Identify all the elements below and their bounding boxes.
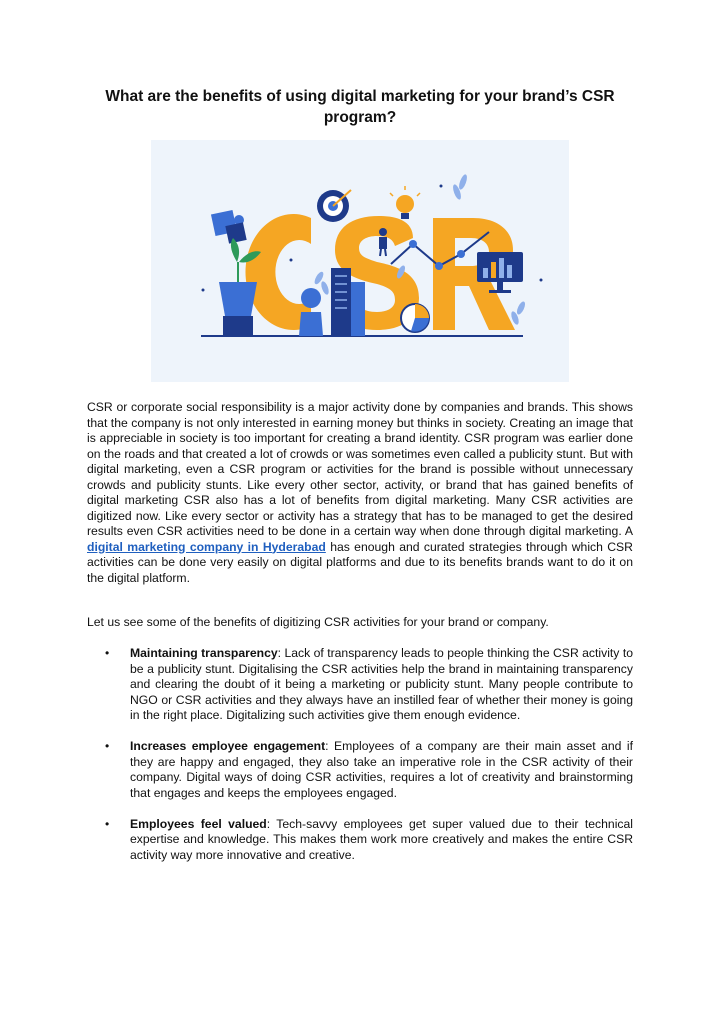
bullet-text: : Lack of transparency leads to people thinking the CSR activity to be a publicity stunt. Digitalising the CSR activities help the brand in maintaining transparency and clearing the doubt of it being a marketing or publicity stunt. Many people contribute to NGO or CSR activities and they always have an instilled fear of whether their money is going in the right place. Digitalizing such activities give them enough evidence. [130, 646, 633, 722]
benefits-list [87, 646, 633, 879]
bullet-icon: • [105, 816, 110, 831]
pie-chart-icon [401, 304, 429, 332]
intro-paragraph [87, 400, 633, 586]
digital-marketing-company-link[interactable]: digital marketing company in Hyderabad [87, 539, 326, 554]
bullet-heading: Employees feel valued [130, 816, 267, 831]
target-icon [317, 190, 351, 222]
puzzle-icon [211, 210, 247, 244]
csr-illustration-graphic [151, 140, 569, 382]
bullet-heading: Increases employee engagement [130, 739, 326, 753]
bullet-icon: • [105, 646, 110, 660]
intro-text-before-link: CSR or corporate social responsibility is a major activity done by companies and brands. This shows that the company is not only interested in earning money but thinks in society. Creating an image that is appreciable in society is too important for creating a brand identity. CSR program was earlier done on the roads and that created a lot of crowds or was sometimes even called a publicity stunt. But with digital marketing, even a CSR program or activities for the brand is possible without unnecessary crowds and publicity stunts. Like every other sector, activity, or brand that has gained benefits of digital marketing CSR also has a lot of benefits from digital marketing. Many CSR activities are digitized now. Like every sector or activity has a strategy that has to be managed to get the desired results even CSR activities need to be done in a certain way when done through digital marketing. A [87, 400, 633, 538]
bullet-text: : Tech-savvy employees get super valued due to their technical expertise and knowledge. This makes them work more creatively and makes the entire CSR activity way more innovative and creative. [130, 816, 633, 862]
bullet-icon: • [105, 739, 110, 753]
intro-text-after-link: has enough and curated strategies through which CSR activities can be done very easily on digital platforms and due to its benefits brands want to do it on the digital platform. [87, 539, 633, 585]
lightbulb-icon [390, 186, 420, 219]
bullet-text: : Employees of a company are their main asset and if they are happy and engaged, they also take an imperative role in the CSR activity of their company. Digital ways of doing CSR activities, requires a lot of creativity and brainstorming that engages and keeps the employees engaged. [130, 739, 633, 800]
csr-illustration [151, 140, 569, 382]
list-item [87, 739, 633, 801]
page-title: What are the benefits of using digital marketing for your brand’s CSR program? [105, 88, 615, 126]
plant-pot-icon [219, 238, 261, 336]
bullet-heading: Maintaining transparency [130, 646, 278, 660]
bust-icon [299, 288, 323, 336]
benefits-intro-paragraph: Let us see some of the benefits of digitizing CSR activities for your brand or company. [87, 615, 549, 629]
list-item [87, 817, 633, 864]
list-item [87, 646, 633, 724]
person-icon [379, 228, 387, 256]
